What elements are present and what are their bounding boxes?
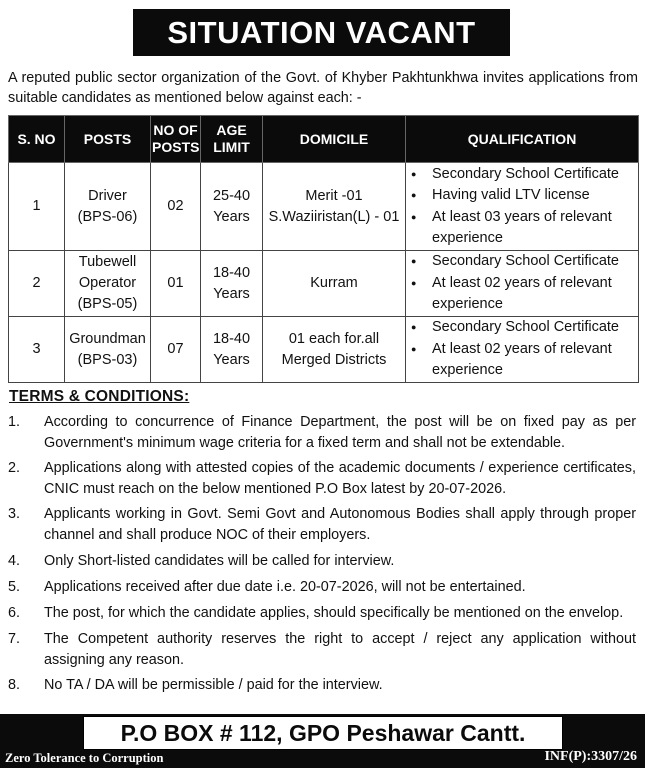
row-age: [201, 251, 263, 317]
header-age-limit-line2: LIMIT: [213, 139, 250, 155]
post-line: Operator: [78, 275, 137, 291]
row-post: [65, 317, 151, 383]
terms-heading: TERMS & CONDITIONS:: [9, 388, 190, 405]
row-sno: 2: [9, 251, 65, 317]
row-domicile: [263, 317, 406, 383]
intro-text: A reputed public sector organization of the Govt. of Khyber Pakhtunkhwa invites applications from suitable candidates as mentioned below against each: -: [8, 70, 638, 106]
post-line: Tubewell: [78, 254, 137, 270]
terms-item-text: Applicants working in Govt. Semi Govt and Autonomous Bodies shall apply through proper channel and shall produce NOC of their employers.: [44, 506, 636, 543]
terms-item-text: Applications along with attested copies of the academic documents / experience certificates, CNIC must reach on the below mentioned P.O Box latest by 20-07-2026.: [44, 460, 636, 497]
post-line: Groundman: [69, 330, 146, 347]
domicile-line: Kurram: [310, 275, 358, 291]
qualification-list: [406, 251, 638, 316]
age-line: 25-40: [212, 187, 251, 204]
qualification-list: [406, 164, 638, 250]
terms-item-text: Applications received after due date i.e. 20-07-2026, will not be entertained.: [44, 579, 526, 595]
header-posts: POSTS: [65, 116, 151, 163]
row-count: 02: [151, 163, 201, 251]
header-age-limit: [201, 116, 263, 163]
row-post: [65, 163, 151, 251]
row-sno: 3: [9, 317, 65, 383]
terms-item-text: According to concurrence of Finance Department, the post will be on fixed pay as per Government's minimum wage criteria for a fixed term and shall not be extendable.: [44, 414, 636, 451]
row-age: [201, 317, 263, 383]
posts-table: [8, 115, 639, 383]
row-age: [201, 163, 263, 251]
terms-item: [8, 675, 636, 696]
header-domicile: DOMICILE: [263, 116, 406, 163]
age-line: Years: [213, 208, 250, 225]
row-qualification: [406, 317, 639, 383]
table-row: [9, 317, 639, 383]
qualification-list: [406, 317, 638, 382]
terms-item-text: The Competent authority reserves the right to accept / reject any application without assigning any reason.: [44, 631, 636, 668]
terms-item-number: 1.: [8, 414, 21, 430]
terms-item: [8, 551, 636, 572]
age-line: 18-40: [212, 330, 251, 347]
row-qualification: [406, 163, 639, 251]
row-domicile: [263, 251, 406, 317]
terms-item-number: 7.: [8, 631, 21, 647]
terms-item-number: 4.: [8, 553, 21, 569]
domicile-line: S.Waziiristan(L) - 01: [268, 208, 400, 225]
domicile-line: Merit -01: [305, 187, 363, 204]
post-line: (BPS-06): [77, 208, 138, 225]
age-line: Years: [213, 285, 250, 302]
qualification-item: ● At least 02 years of relevant experience: [411, 339, 638, 382]
row-post: [65, 251, 151, 317]
terms-item-text: The post, for which the candidate applies, should specifically be mentioned on the envelop.: [44, 605, 624, 621]
table-header-row: [9, 116, 639, 163]
post-line: (BPS-03): [77, 351, 138, 368]
terms-item: [8, 603, 636, 624]
qualification-item: ● Having valid LTV license: [411, 185, 638, 207]
domicile-line: Merged Districts: [281, 351, 387, 368]
terms-item: [8, 504, 636, 546]
terms-list: [8, 412, 636, 696]
post-line: (BPS-05): [77, 296, 138, 312]
terms-item-text: Only Short-listed candidates will be called for interview.: [44, 553, 395, 569]
terms-item-number: 5.: [8, 579, 21, 595]
qualification-item: ● At least 02 years of relevant experience: [411, 273, 638, 316]
header-no-of-posts-line1: NO OF: [153, 122, 198, 138]
row-domicile: [263, 163, 406, 251]
terms-item-text: No TA / DA will be permissible / paid for the interview.: [44, 677, 383, 693]
row-count: 07: [151, 317, 201, 383]
qualification-item: ● Secondary School Certificate: [411, 251, 638, 273]
qualification-item: ● Secondary School Certificate: [411, 317, 638, 339]
age-line: Years: [213, 351, 250, 368]
footer-reference-number: INF(P):3307/26: [544, 749, 637, 764]
terms-item: [8, 629, 636, 671]
header-age-limit-line1: AGE: [216, 122, 247, 138]
terms-item-number: 3.: [8, 506, 21, 522]
terms-item: [8, 458, 636, 500]
qualification-item: ● At least 03 years of relevant experience: [411, 207, 638, 250]
terms-item: [8, 412, 636, 454]
terms-item: [8, 577, 636, 598]
header-qualification: QUALIFICATION: [406, 116, 639, 163]
age-line: 18-40: [212, 264, 251, 281]
terms-item-number: 6.: [8, 605, 21, 621]
qualification-item: ● Secondary School Certificate: [411, 164, 638, 186]
page-title: SITUATION VACANT: [133, 9, 510, 56]
footer-slogan: Zero Tolerance to Corruption: [5, 751, 164, 765]
table-row: [9, 163, 639, 251]
table-row: [9, 251, 639, 317]
header-sno: S. NO: [9, 116, 65, 163]
po-box-address: P.O BOX # 112, GPO Peshawar Cantt.: [83, 716, 563, 750]
header-no-of-posts: [151, 116, 201, 163]
row-count: 01: [151, 251, 201, 317]
domicile-line: 01 each for.all: [288, 330, 380, 347]
post-line: Driver: [88, 187, 127, 204]
header-no-of-posts-line2: POSTS: [152, 139, 200, 155]
terms-item-number: 2.: [8, 460, 21, 476]
row-qualification: [406, 251, 639, 317]
terms-item-number: 8.: [8, 677, 21, 693]
row-sno: 1: [9, 163, 65, 251]
